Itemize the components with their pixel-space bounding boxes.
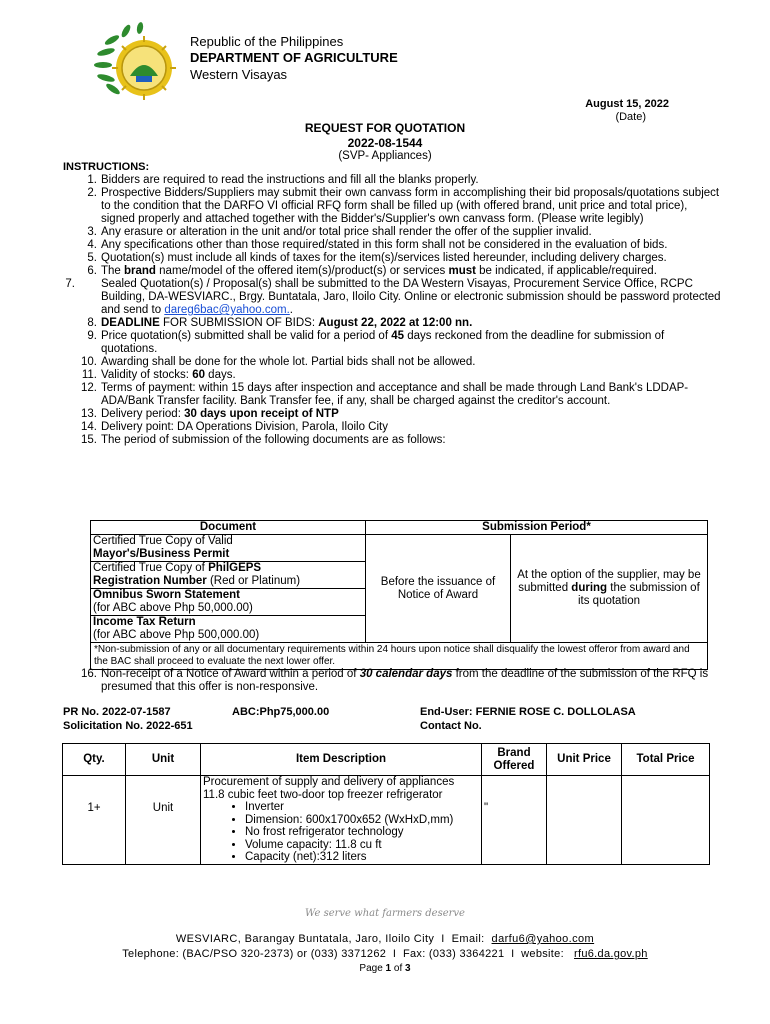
instruction-item: 11. Validity of stocks: 60 days. <box>81 369 236 381</box>
unit-cell: Unit <box>126 776 201 865</box>
abc-amount: ABC:Php75,000.00 <box>232 706 330 718</box>
list-item: • Volume capacity: 11.8 cu ft <box>245 839 481 852</box>
rfq-subtitle: (SVP- Appliances) <box>338 150 432 162</box>
list-item: • Capacity (net):312 liters <box>245 851 481 864</box>
pr-number: PR No. 2022-07-1587 <box>63 706 171 718</box>
instruction-item: 13. Delivery period: 30 days upon receipt of NTP <box>81 408 339 420</box>
procurement-intro: Procurement of supply and delivery of appliances <box>203 776 455 788</box>
instruction-item: 10. Awarding shall be done for the whole lot. Partial bids shall not be allowed. <box>81 356 476 368</box>
document-date: August 15, 2022 <box>585 98 669 110</box>
date-label: (Date) <box>615 111 646 123</box>
unit-price-cell[interactable] <box>547 776 622 865</box>
document-cell: Certified True Copy of Valid Mayor's/Business Permit <box>91 535 366 562</box>
list-item: • No frost refrigerator technology <box>245 826 481 839</box>
instructions-heading: INSTRUCTIONS: <box>63 161 150 173</box>
submission-note: *Non-submission of any or all documentary requirements within 24 hours upon notice shall disqualify the lowest offeror from award and the BAC shall proceed to evaluate the next lower offer. <box>91 643 708 670</box>
instruction-item: 12. Terms of payment: within 15 days after inspection and acceptance and shall be made through Land Bank's LDDAP-ADA/Bank Transfer facility. Bank Transfer fee, if any, shall be charged against the creditor's account. <box>81 382 689 407</box>
header-republic: Republic of the Philippines <box>190 34 344 49</box>
solicitation-number: Solicitation No. 2022-651 <box>63 720 193 732</box>
department-of-agriculture-seal-icon <box>92 18 184 110</box>
column-header-qty: Qty. <box>63 744 126 776</box>
list-item: • Inverter <box>245 801 481 814</box>
column-header-total-price: Total Price <box>622 744 710 776</box>
document-cell: Certified True Copy of PhilGEPS Registration Number (Red or Platinum) <box>91 562 366 589</box>
footer-email-link[interactable]: darfu6@yahoo.com <box>491 933 595 945</box>
instruction-item: 3. Any erasure or alteration in the unit and/or total price shall render the offer of the supplier invalid. <box>87 226 592 238</box>
bac-email-link[interactable]: dareg6bac@yahoo.com. <box>164 304 290 316</box>
footer-address-line: WESVIARC, Barangay Buntatala, Jaro, Iloilo City I Email: darfu6@yahoo.com <box>175 933 595 945</box>
submission-period-table <box>90 520 708 670</box>
footer-website-link[interactable]: rfu6.da.gov.ph <box>574 948 648 960</box>
table-row <box>63 776 710 865</box>
list-item: • Dimension: 600x1700x652 (WxHxD,mm) <box>245 814 481 827</box>
instruction-item: 6. The brand name/model of the offered item(s)/product(s) or services must be indicated, if applicable/required. <box>87 265 657 277</box>
column-header-item-description: Item Description <box>201 744 482 776</box>
footer-slogan: We serve what farmers deserve <box>305 908 465 919</box>
instruction-item: 5. Quotation(s) must include all kinds of taxes for the item(s)/services listed hereunder, including delivery charges. <box>87 252 667 264</box>
contact-number: Contact No. <box>420 720 482 732</box>
qty-cell: 1+ <box>63 776 126 865</box>
rfq-number: 2022-08-1544 <box>347 136 423 150</box>
instruction-item: 8. DEADLINE FOR SUBMISSION OF BIDS: August 22, 2022 at 12:00 nn. <box>87 317 473 329</box>
column-header-document: Document <box>91 521 366 535</box>
description-cell <box>201 776 482 865</box>
instruction-item: 2. Prospective Bidders/Suppliers may submit their own canvass form in accomplishing their bid proposals/quotations subject to the condition that the DARFO VI official RFQ form shall be filled up (with offered brand, unit price and total price), signed properly and attached together with the Bidder's/Supplier's own canvass form. (Please write legibly) <box>87 187 720 225</box>
column-header-unit: Unit <box>126 744 201 776</box>
instruction-item: 1. Bidders are required to read the instructions and fill all the blanks properly. <box>87 174 479 186</box>
column-header-brand-offered: Brand Offered <box>482 744 547 776</box>
instructions-list <box>63 174 723 447</box>
document-cell: Omnibus Sworn Statement (for ABC above Php 50,000.00) <box>91 589 366 616</box>
instruction-item-16: 16. Non-receipt of a Notice of Award within a period of 30 calendar days from the deadline of the submission of the RFQ is presumed that this offer is non-responsive. <box>81 668 709 693</box>
column-header-submission-period: Submission Period* <box>366 521 708 535</box>
header-region: Western Visayas <box>190 67 288 82</box>
total-price-cell[interactable] <box>622 776 710 865</box>
footer-contact-line: Telephone: (BAC/PSO 320-2373) or (033) 3371262 I Fax: (033) 3364221 I website: rfu6.da.gov.ph <box>122 948 648 960</box>
period-before-award: Before the issuance of Notice of Award <box>366 535 511 643</box>
instruction-item: 14. Delivery point: DA Operations Division, Parola, Iloilo City <box>81 421 388 433</box>
item-name: 11.8 cubic feet two-door top freezer refrigerator <box>203 788 443 801</box>
page-number: Page 1 of 3 <box>359 963 411 974</box>
document-title: REQUEST FOR QUOTATION <box>304 121 466 135</box>
instruction-item: 4. Any specifications other than those required/stated in this form shall not be considered in the evaluation of bids. <box>87 239 668 251</box>
instruction-item: 15. The period of submission of the following documents are as follows: <box>81 434 446 446</box>
header-department: DEPARTMENT OF AGRICULTURE <box>190 50 398 65</box>
item-specifications <box>201 801 481 864</box>
document-cell: Income Tax Return (for ABC above Php 500,000.00) <box>91 616 366 643</box>
items-table <box>62 743 710 865</box>
instruction-item: 7. Sealed Quotation(s) / Proposal(s) shall be submitted to the DA Western Visayas, Procurement Service Office, RCPC Building, DA-WESVIARC., Brgy. Buntatala, Jaro, Iloilo City. Online or electronic submission should be password protected and send to dareg6bac@yahoo.com.. <box>65 278 721 316</box>
instruction-item: 9. Price quotation(s) submitted shall be valid for a period of 45 days reckoned from the deadline for submission of quotations. <box>87 330 665 355</box>
brand-cell[interactable]: " <box>482 776 547 865</box>
end-user: End-User: FERNIE ROSE C. DOLLOLASA <box>420 706 636 718</box>
column-header-unit-price: Unit Price <box>547 744 622 776</box>
period-option: At the option of the supplier, may be submitted during the submission of its quotation <box>511 535 708 643</box>
